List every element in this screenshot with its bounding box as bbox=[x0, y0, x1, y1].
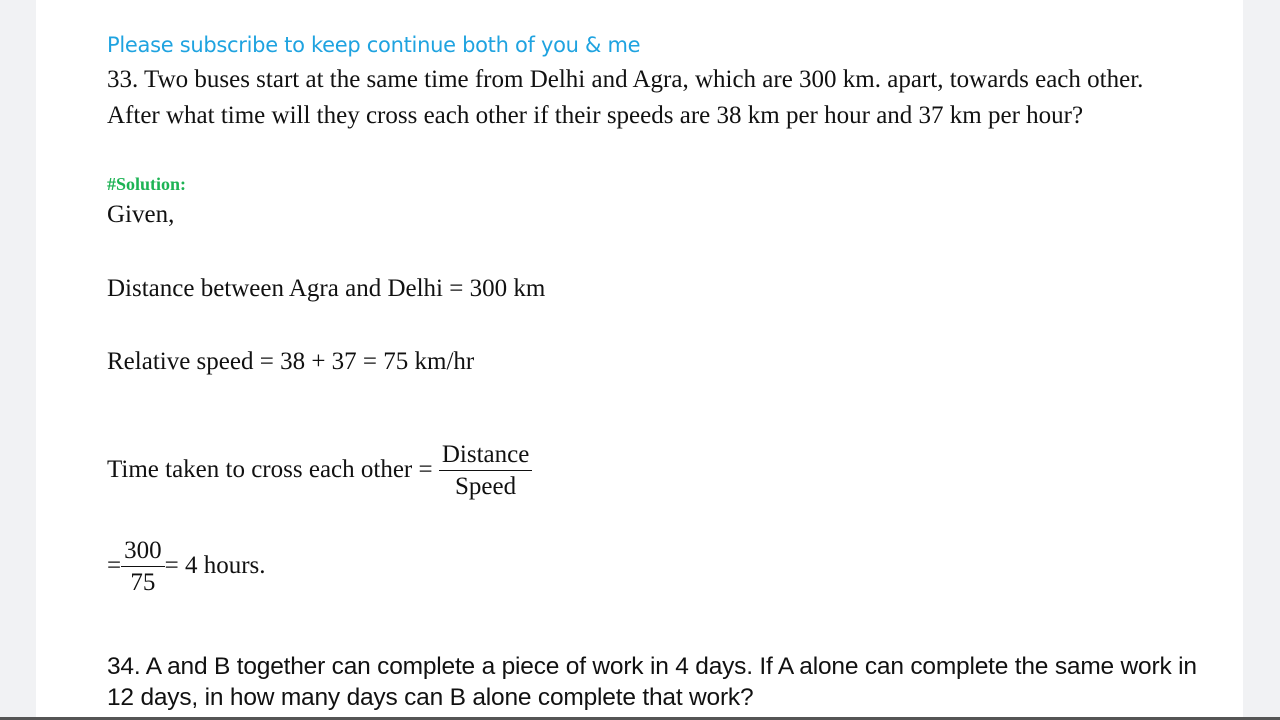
time-formula bbox=[107, 440, 532, 503]
result-prefix: = bbox=[107, 552, 122, 580]
result-fraction bbox=[121, 536, 165, 599]
result-line bbox=[107, 536, 266, 599]
distance-over-speed-fraction bbox=[439, 440, 532, 503]
relative-speed-line: Relative speed = 38 + 37 = 75 km/hr bbox=[107, 348, 475, 375]
result-denominator: 75 bbox=[130, 569, 156, 596]
fraction-numerator: Distance bbox=[439, 440, 532, 471]
distance-line: Distance between Agra and Delhi = 300 km bbox=[107, 275, 546, 302]
result-suffix: = 4 hours. bbox=[164, 552, 266, 580]
given-label: Given, bbox=[107, 201, 175, 228]
solution-label: #Solution: bbox=[107, 174, 187, 194]
time-formula-lhs: Time taken to cross each other = bbox=[107, 456, 433, 484]
question-33: 33. Two buses start at the same time from Delhi and Agra, which are 300 km. apart, towards each other. After what time will they cross each other if their speeds are 38 km per hour and 37 km per hour? bbox=[107, 66, 1144, 129]
question-34: 34. A and B together can complete a piece of work in 4 days. If A alone can complete the same work in 12 days, in how many days can B alone complete that work? bbox=[107, 653, 1197, 711]
document-page bbox=[36, 0, 1243, 718]
result-numerator: 300 bbox=[121, 536, 165, 567]
subscribe-banner: Please subscribe to keep continue both of you & me bbox=[107, 33, 641, 57]
fraction-denominator: Speed bbox=[455, 473, 517, 500]
